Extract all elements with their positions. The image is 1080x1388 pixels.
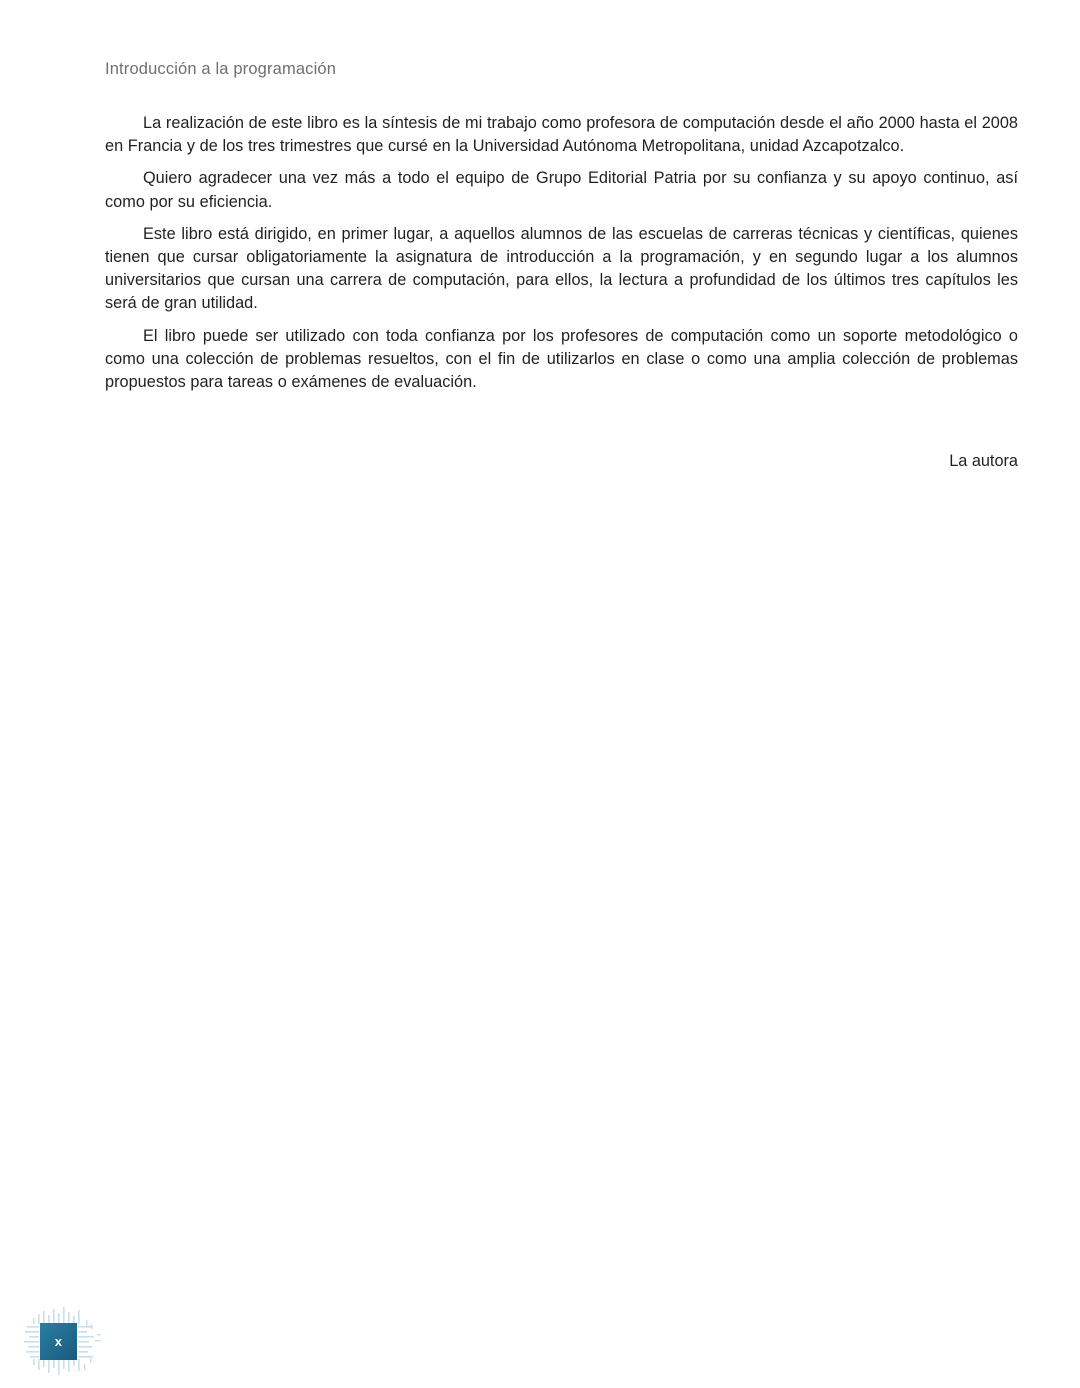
body-paragraph: La realización de este libro es la síntesis de mi trabajo como profesora de computación desde el año 2000 hasta el 2008 en Francia y de los tres trimestres que cursé en la Universidad Autónoma Metropolitana, unidad Azcapotzalco. bbox=[105, 114, 1018, 156]
running-head: Introducción a la programación bbox=[105, 60, 337, 78]
body-paragraph: El libro puede ser utilizado con toda confianza por los profesores de computación como un soporte metodológico o como una colección de problemas resueltos, con el fin de utilizarlos en clase o como una amplia colección de problemas propuestos para tareas o exámenes de evaluación. bbox=[105, 326, 1018, 392]
body-paragraph: Quiero agradecer una vez más a todo el equipo de Grupo Editorial Patria por su confianza y su apoyo continuo, así como por su eficiencia. bbox=[105, 169, 1018, 211]
page-number-badge bbox=[24, 1296, 120, 1388]
page-number-chip bbox=[40, 1323, 77, 1360]
author-signature: La autora bbox=[949, 452, 1018, 470]
body-text-column bbox=[105, 112, 1018, 394]
page-number-label: x bbox=[54, 1334, 63, 1349]
body-paragraph: Este libro está dirigido, en primer lugar, a aquellos alumnos de las escuelas de carreras técnicas y científicas, quienes tienen que cursar obligatoriamente la asignatura de introducción a la programación, y en segundo lugar a los alumnos universitarios que cursan una carrera de computación, para ellos, la lectura a profundidad de los últimos tres capítulos les será de gran utilidad. bbox=[105, 224, 1018, 313]
